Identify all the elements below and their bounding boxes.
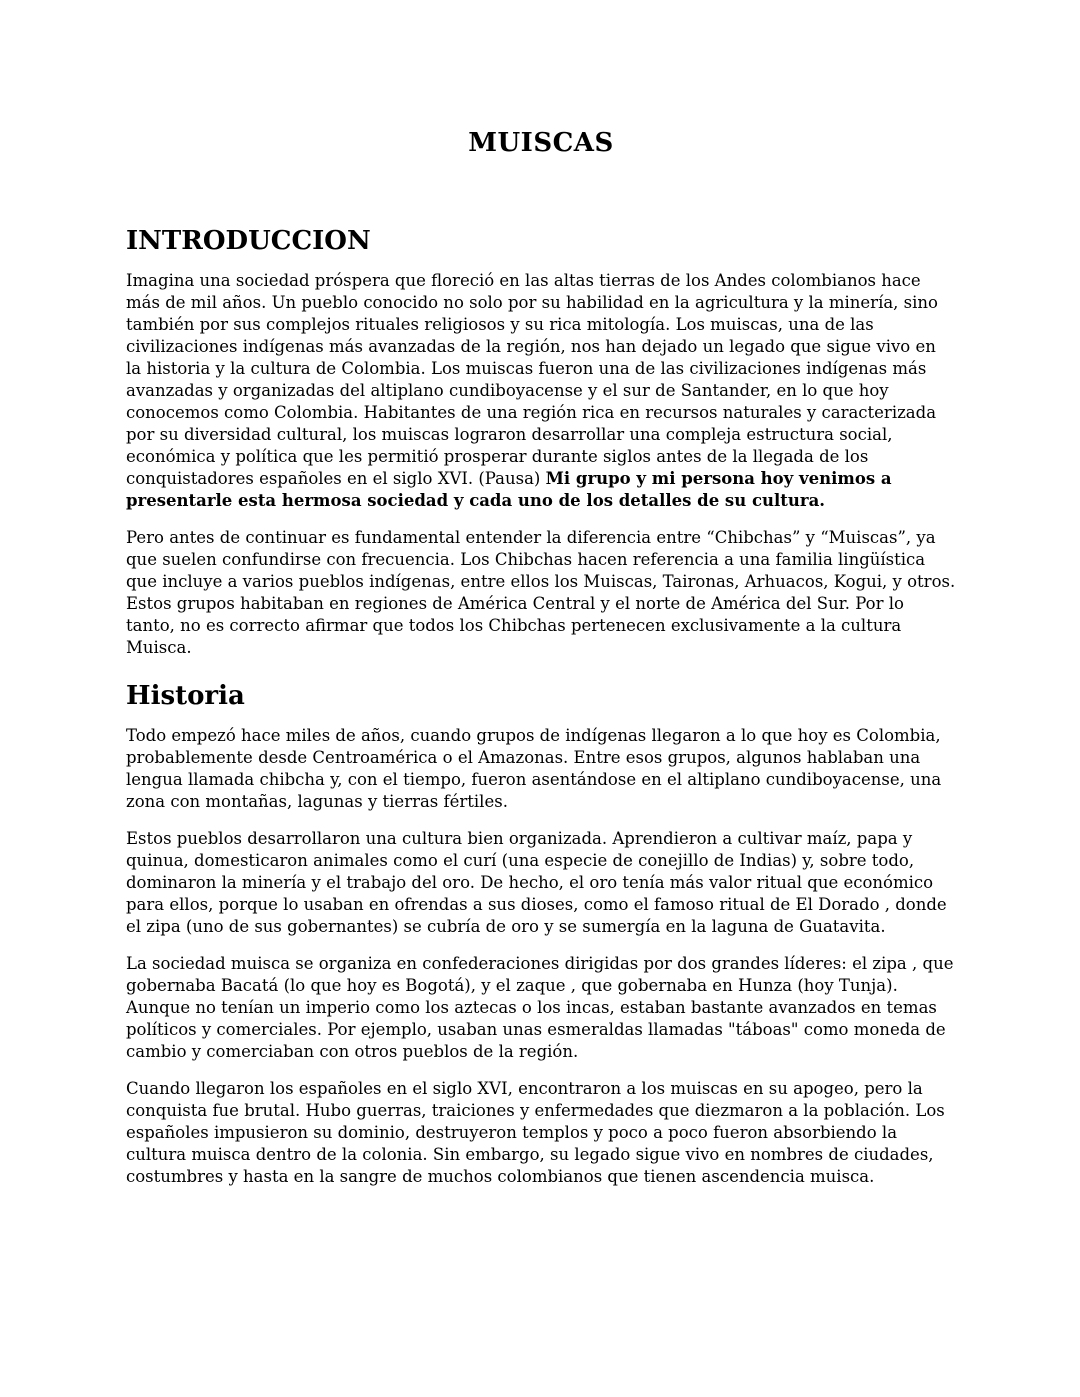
historia-paragraph-3: La sociedad muisca se organiza en confederaciones dirigidas por dos grandes líderes: el zipa , que gobernaba Bacatá (lo que hoy es Bogotá), y el zaque , que gobernaba en Hunza (hoy Tunja). Aunque no tenían un imperio como los aztecas o los incas, estaban bastante avanzados en temas políticos y comerciales. Por ejemplo, usaban unas esmeraldas llamadas "táboas" como moneda de cambio y comerciaban con otros pueblos de la región. bbox=[126, 954, 954, 1061]
historia-paragraph-2: Estos pueblos desarrollaron una cultura bien organizada. Aprendieron a cultivar maíz, papa y quinua, domesticaron animales como el curí (una especie de conejillo de Indias) y, sobre todo, dominaron la minería y el trabajo del oro. De hecho, el oro tenía más valor ritual que económico para ellos, porque lo usaban en ofrendas a sus dioses, como el famoso ritual de El Dorado , donde el zipa (uno de sus gobernantes) se cubría de oro y se sumergía en la laguna de Guatavita. bbox=[126, 829, 947, 936]
historia-paragraph-1: Todo empezó hace miles de años, cuando grupos de indígenas llegaron a lo que hoy es Colombia, probablemente desde Centroamérica o el Amazonas. Entre esos grupos, algunos hablaban una lengua llamada chibcha y, con el tiempo, fueron asentándose en el altiplano cundiboyacense, una zona con montañas, lagunas y tierras fértiles. bbox=[126, 726, 942, 811]
intro-paragraph-1 bbox=[126, 270, 956, 512]
historia-paragraph-4: Cuando llegaron los españoles en el siglo XVI, encontraron a los muiscas en su apogeo, pero la conquista fue brutal. Hubo guerras, traiciones y enfermedades que diezmaron a la población. Los españoles impusieron su dominio, destruyeron templos y poco a poco fueron absorbiendo la cultura muisca dentro de la colonia. Sin embargo, su legado sigue vivo en nombres de ciudades, costumbres y hasta en la sangre de muchos colombianos que tienen ascendencia muisca. bbox=[126, 1079, 945, 1186]
section-heading-introduccion: INTRODUCCION bbox=[126, 226, 371, 256]
intro-paragraph-2: Pero antes de continuar es fundamental entender la diferencia entre “Chibchas” y “Muiscas”, ya que suelen confundirse con frecuencia. Los Chibchas hacen referencia a una familia lingüística que incluye a varios pueblos indígenas, entre ellos los Muiscas, Taironas, Arhuacos, Kogui, y otros. Estos grupos habitaban en regiones de América Central y el norte de América del Sur. Por lo tanto, no es correcto afirmar que todos los Chibchas pertenecen exclusivamente a la cultura Muisca. bbox=[126, 528, 956, 657]
intro-paragraph-1-bold-run: Mi grupo y mi persona hoy venimos a presentarle esta hermosa sociedad y cada uno de los detalles de su cultura. bbox=[126, 469, 892, 510]
section-heading-historia: Historia bbox=[126, 681, 245, 711]
document-title: MUISCAS bbox=[468, 128, 614, 158]
intro-paragraph-1-normal-run: Imagina una sociedad próspera que floreció en las altas tierras de los Andes colombianos hace más de mil años. Un pueblo conocido no solo por su habilidad en la agricultura y la minería, sino también por sus complejos rituales religiosos y su rica mitología. Los muiscas, una de las civilizaciones indígenas más avanzadas de la región, nos han dejado un legado que sigue vivo en la historia y la cultura de Colombia. Los muiscas fueron una de las civilizaciones indígenas más avanzadas y organizadas del altiplano cundiboyacense y el sur de Santander, en lo que hoy conocemos como Colombia. Habitantes de una región rica en recursos naturales y caracterizada por su diversidad cultural, los muiscas lograron desarrollar una compleja estructura social, económica y política que les permitió prosperar durante siglos antes de la llegada de los conquistadores españoles en el siglo XVI. (Pausa) bbox=[126, 271, 938, 488]
